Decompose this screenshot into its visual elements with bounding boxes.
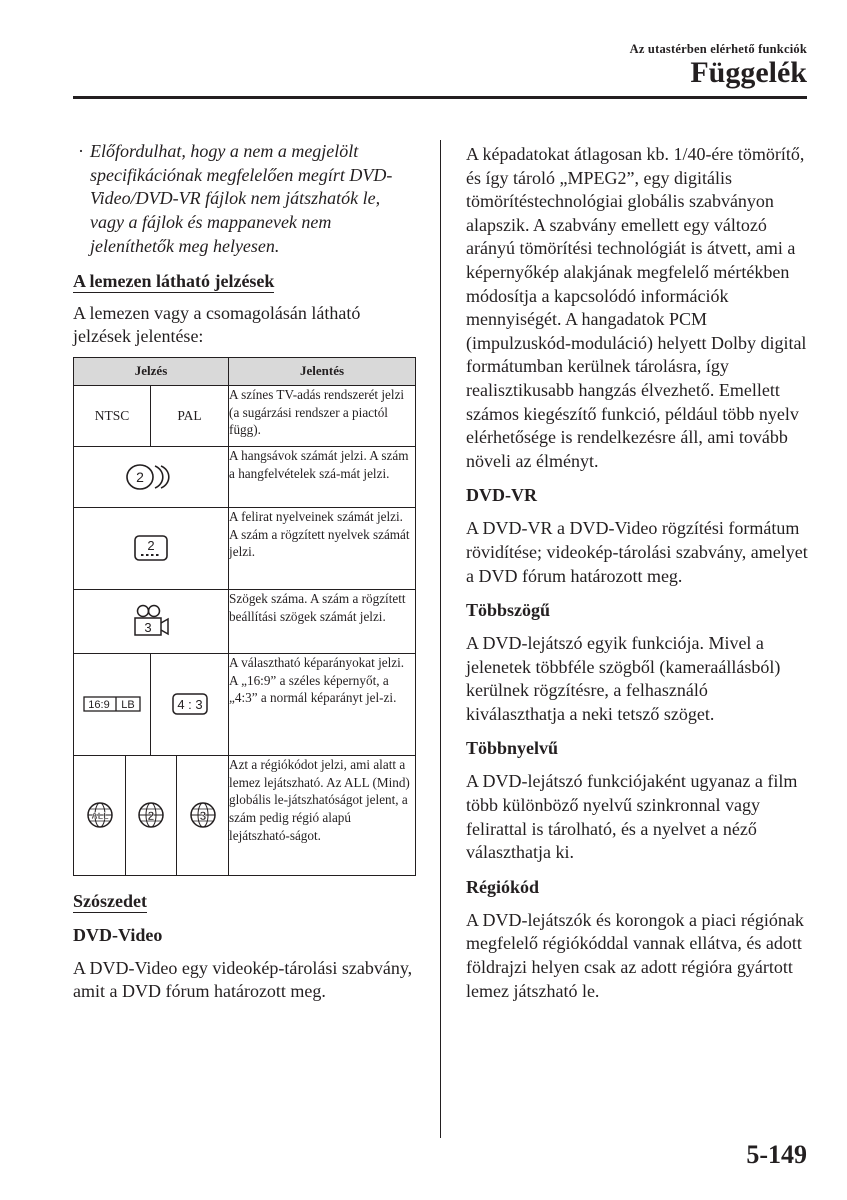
- ntsc-cell: NTSC: [74, 385, 151, 446]
- page-title: Függelék: [690, 56, 807, 89]
- multi-angle-text: A DVD-lejátszó egyik funkciója. Mivel a jelenetek többféle szögből (kameraállásból) kerülnek rögzítésre, a felhasználó kiválaszthatja a neki tetsző szöget.: [466, 633, 781, 724]
- mpeg-text: A képadatokat átlagosan kb. 1/40-ére tömörítő, és így tároló „MPEG2”, egy digitális tömörítéstechnológiai globális szabványon alapszik. A szabvány emellett egy változó arányú tömörítési technológiát is átvett, ami a képernyőkép alakjának megfelelő mértékben módosítja a kapcsolódó információk mennyiségét. A hangadatok PCM (impulzuskód-moduláció) helyett Dolby digital formátumban kerülnek tárolásra, így realisztikusabb hangzás élvezhető. Emellett számos kiegészítő funkció, például több nyelv elérhetősége is rendelkezésre áll, ami tovább növeli az élményt.: [466, 144, 807, 471]
- table-row: [74, 446, 416, 507]
- wide-label-b: LB: [121, 699, 135, 712]
- table-row: [74, 589, 416, 653]
- header-mark: Jelzés: [74, 357, 229, 385]
- subtitle-icon: [131, 533, 171, 563]
- glossary-heading-text: Szószedet: [73, 890, 147, 911]
- audio-cell: [74, 446, 229, 507]
- normal-aspect-icon: [170, 691, 210, 717]
- table-row: [74, 755, 416, 875]
- meaning-cell: A választható képarányokat jelzi. A „16:9” a széles képernyőt, a „4:3” a normál képarányt jel-zi.: [229, 653, 416, 755]
- region-text: A DVD-lejátszók és korongok a piaci régiónak megfelelő régiókóddal vannak ellátva, és adott földrajzi helyen csak az adott régióra gyártott lemez játszható le.: [466, 909, 804, 1001]
- bullet: ·: [78, 141, 84, 161]
- dvd-vr-heading: DVD-VR: [466, 485, 537, 506]
- wide-aspect-cell: [74, 653, 151, 755]
- wide-aspect-icon: [82, 694, 142, 714]
- section-title: Az utastérben elérhető funkciók: [629, 42, 807, 56]
- angle-cell: [74, 589, 229, 653]
- camera-angle-icon: [129, 603, 173, 639]
- table-row: [74, 385, 416, 446]
- meaning-cell: Azt a régiókódot jelzi, ami alatt a lemez lejátszható. Az ALL (Mind) globális le-játszhatóságot jelent, a szám pedig régió alapú lejátszható-ságot.: [229, 755, 416, 875]
- meaning-cell: A színes TV-adás rendszerét jelzi (a sugárzási rendszer a piactól függ).: [229, 385, 416, 446]
- normal-aspect-cell: [151, 653, 229, 755]
- subtitle-cell: [74, 507, 229, 589]
- region-3-label: 3: [199, 809, 206, 824]
- right-column: [466, 143, 811, 1003]
- normal-label: 4 : 3: [176, 697, 203, 713]
- audio-tracks-icon: [125, 462, 177, 492]
- region-heading: Régiókód: [466, 876, 540, 897]
- glossary-heading: [73, 889, 415, 913]
- subtitle-digit: 2: [147, 538, 155, 554]
- table-header-row: [74, 357, 416, 385]
- angle-digit: 3: [144, 620, 152, 636]
- header-rule: [73, 96, 807, 99]
- dvd-video-text: A DVD-Video egy videokép-tárolási szabvány, amit a DVD fórum határozott meg.: [73, 957, 413, 1002]
- globe-3-icon: [188, 800, 218, 830]
- meaning-cell: Szögek száma. A szám a rögzített beállítási szögek számát jelzi.: [229, 589, 416, 653]
- page-number: 5-149: [746, 1140, 807, 1169]
- note: [73, 140, 415, 259]
- wide-label-a: 16:9: [88, 699, 110, 712]
- multi-lang-heading: Többnyelvű: [466, 738, 559, 759]
- marks-heading-text: A lemezen látható jelzések: [73, 270, 275, 291]
- audio-digit: 2: [136, 468, 144, 485]
- table-row: [74, 507, 416, 589]
- dvd-vr-text: A DVD-VR a DVD-Video rögzítési formátum rövidítése; videokép-tárolási szabvány, amelyet a DVD fórum határozott meg.: [466, 518, 808, 586]
- globe-2-icon: [136, 800, 166, 830]
- region-all-cell: [74, 755, 126, 875]
- meaning-cell: A hangsávok számát jelzi. A szám a hangfelvételek szá-mát jelzi.: [229, 446, 416, 507]
- globe-all-icon: [85, 800, 115, 830]
- marks-heading: [73, 269, 415, 293]
- region-2-label: 2: [147, 809, 155, 824]
- header-meaning: Jelentés: [229, 357, 416, 385]
- multi-angle-heading: Többszögű: [466, 600, 551, 621]
- meaning-cell: A felirat nyelveinek számát jelzi. A szám a rögzített nyelvek számát jelzi.: [229, 507, 416, 589]
- marks-table: [73, 357, 416, 876]
- region-2-cell: [126, 755, 177, 875]
- pal-cell: PAL: [151, 385, 229, 446]
- table-row: [74, 653, 416, 755]
- multi-lang-text: A DVD-lejátszó funkciójaként ugyanaz a film több különböző nyelvű szinkronnal vagy felirattal is tárolható, és a nyelvet a néző választhatja ki.: [466, 771, 798, 863]
- left-column: [73, 140, 415, 1004]
- region-all-label: ALL: [90, 811, 109, 822]
- note-text: Előfordulhat, hogy a nem a megjelölt specifikációnak megfelelően megírt DVD-Video/DVD-VR fájlok nem játszhatók le, vagy a fájlok és mappanevek nem jeleníthetők meg helyesen.: [90, 141, 393, 256]
- region-3-cell: [177, 755, 229, 875]
- dvd-video-heading: DVD-Video: [73, 924, 163, 945]
- column-divider: [440, 140, 441, 1138]
- marks-intro: A lemezen vagy a csomagolásán látható jelzések jelentése:: [73, 302, 361, 347]
